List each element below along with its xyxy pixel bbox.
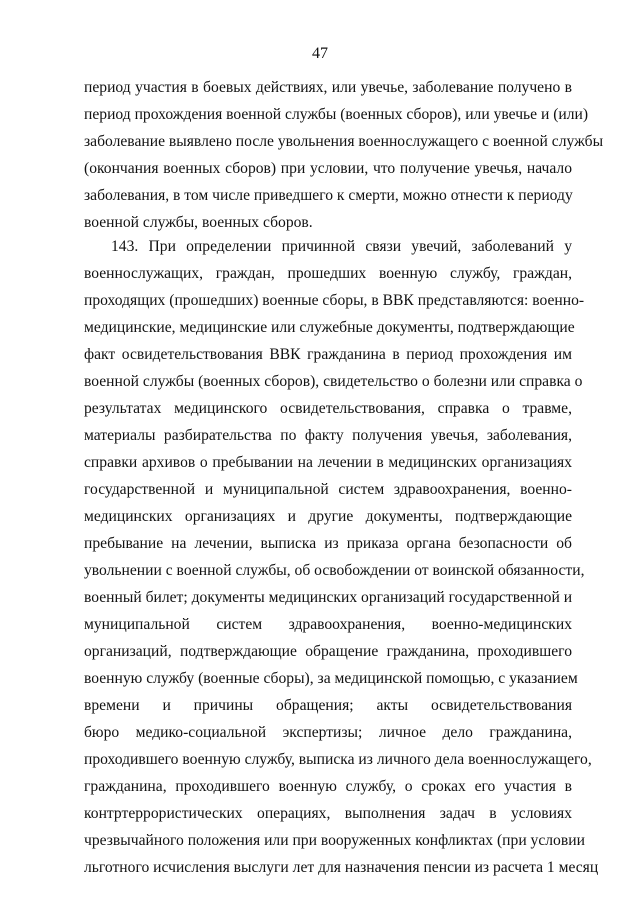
text-line: материалы разбирательства по факту получения увечья, заболевания, <box>84 427 572 444</box>
paragraph-continuation <box>84 74 604 236</box>
text-line: военную службу (военные сборы), за медицинской помощью, с указанием <box>84 670 578 687</box>
text-line: гражданина, проходившего военную службу, о сроках его участия в <box>84 778 572 795</box>
text-line: бюро медико-социальной экспертизы; личное дело гражданина, <box>84 724 572 741</box>
page-number: 47 <box>312 45 328 62</box>
text-line: 143. При определении причинной связи увечий, заболеваний у <box>111 238 572 255</box>
text-line: времени и причины обращения; акты освидетельствования <box>84 697 572 714</box>
text-line: проходящих (прошедших) военные сборы, в ВВК представляются: военно- <box>84 292 585 309</box>
text-line: заболевание выявлено после увольнения военнослужащего с военной службы <box>84 133 604 150</box>
text-line: военный билет; документы медицинских организаций государственной и <box>84 589 573 606</box>
text-line: результатах медицинского освидетельствования, справка о травме, <box>84 400 572 417</box>
text-line: период прохождения военной службы (военных сборов), или увечье и (или) <box>84 106 589 123</box>
text-line: военной службы, военных сборов. <box>84 214 313 231</box>
text-line: факт освидетельствования ВВК гражданина в период прохождения им <box>84 346 572 363</box>
text-line: период участия в боевых действиях, или увечье, заболевание получено в <box>84 79 572 96</box>
text-line: (окончания военных сборов) при условии, что получение увечья, начало <box>84 160 572 177</box>
text-line: справки архивов о пребывании на лечении в медицинских организациях <box>84 454 572 471</box>
text-line: медицинские, медицинские или служебные документы, подтверждающие <box>84 319 575 336</box>
text-line: проходившего военную службу, выписка из личного дела военнослужащего, <box>84 751 592 768</box>
text-line: государственной и муниципальной систем здравоохранения, военно- <box>84 481 572 498</box>
text-line: муниципальной систем здравоохранения, военно-медицинских <box>84 616 572 633</box>
text-line: военнослужащих, граждан, прошедших военную службу, граждан, <box>84 265 572 282</box>
text-line: увольнении с военной службы, об освобождении от воинской обязанности, <box>84 562 585 579</box>
text-line: контртеррористических операциях, выполнения задач в условиях <box>84 805 572 822</box>
paragraph-143 <box>84 233 599 881</box>
text-line: льготного исчисления выслуги лет для назначения пенсии из расчета 1 месяц <box>84 859 599 876</box>
text-line: военной службы (военных сборов), свидетельство о болезни или справка о <box>84 373 583 390</box>
text-line: медицинских организациях и другие документы, подтверждающие <box>84 508 572 525</box>
text-line: заболевания, в том числе приведшего к смерти, можно отнести к периоду <box>84 187 573 204</box>
text-line: организаций, подтверждающие обращение гражданина, проходившего <box>84 643 572 660</box>
text-line: пребывание на лечении, выписка из приказа органа безопасности об <box>84 535 572 552</box>
text-line: чрезвычайного положения или при вооруженных конфликтах (при условии <box>84 832 585 849</box>
